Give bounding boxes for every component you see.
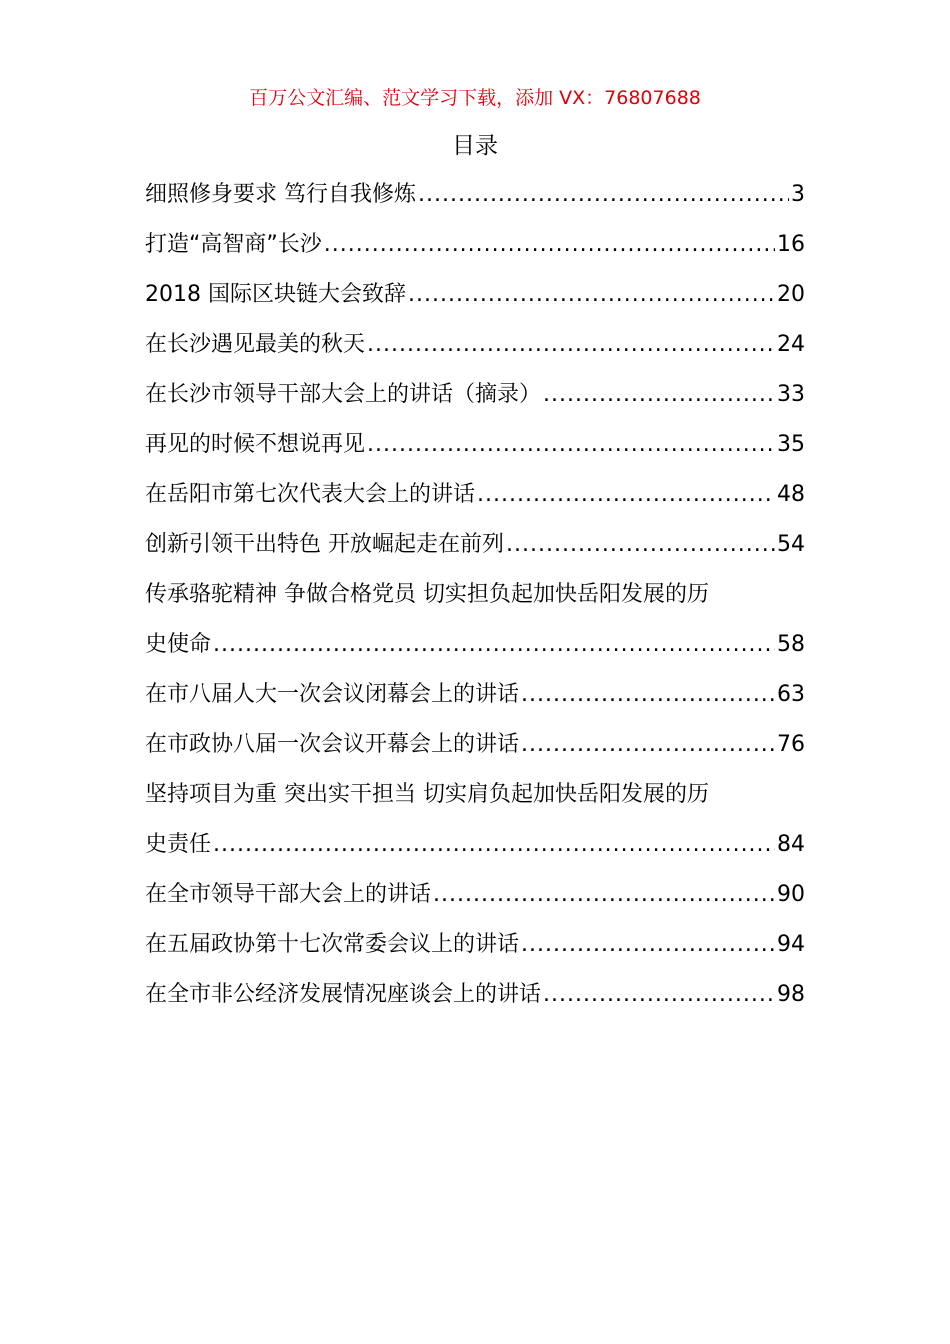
toc-entry-wrapped-line[interactable] xyxy=(145,770,805,820)
toc-entry[interactable] xyxy=(145,670,805,720)
toc-dot-leader xyxy=(477,470,775,520)
toc-entry-wrapped-line[interactable] xyxy=(145,570,805,620)
toc-entry-title: 在全市非公经济发展情况座谈会上的讲话 xyxy=(145,982,542,1007)
toc-entry[interactable] xyxy=(145,370,805,420)
toc-entry-page: 76 xyxy=(777,732,805,757)
table-of-contents xyxy=(145,170,805,1020)
toc-entry-title: 在岳阳市第七次代表大会上的讲话 xyxy=(145,482,476,507)
toc-entry[interactable] xyxy=(145,620,805,670)
toc-entry-page: 3 xyxy=(791,182,805,207)
toc-entry-title: 在长沙遇见最美的秋天 xyxy=(145,332,366,357)
toc-entry[interactable] xyxy=(145,220,805,270)
toc-dot-leader xyxy=(367,420,775,470)
toc-dot-leader xyxy=(367,320,775,370)
toc-dot-leader xyxy=(408,270,775,320)
toc-entry-title-line1: 坚持项目为重 突出实干担当 切实肩负起加快岳阳发展的历 xyxy=(145,782,709,807)
toc-entry-page: 20 xyxy=(777,282,805,307)
toc-entry-title-line2: 史责任 xyxy=(145,832,212,857)
toc-entry-title: 在市八届人大一次会议闭幕会上的讲话 xyxy=(145,682,520,707)
toc-entry[interactable] xyxy=(145,920,805,970)
header-banner-text: 百万公文汇编、范文学习下载，添加 VX：76807688 xyxy=(249,87,701,109)
toc-entry-title: 细照修身要求 笃行自我修炼 xyxy=(145,182,416,207)
toc-entry[interactable] xyxy=(145,520,805,570)
toc-entry[interactable] xyxy=(145,970,805,1020)
toc-entry[interactable] xyxy=(145,470,805,520)
header-banner xyxy=(0,84,950,112)
toc-dot-leader xyxy=(521,670,775,720)
toc-entry[interactable] xyxy=(145,270,805,320)
toc-dot-leader xyxy=(324,220,775,270)
toc-entry-page: 98 xyxy=(777,982,805,1007)
toc-entry-page: 24 xyxy=(777,332,805,357)
toc-entry[interactable] xyxy=(145,320,805,370)
toc-dot-leader xyxy=(543,970,775,1020)
toc-dot-leader xyxy=(213,620,775,670)
toc-entry-page: 16 xyxy=(777,232,805,257)
toc-entry-title: 打造“高智商”长沙 xyxy=(145,232,322,257)
toc-entry-page: 54 xyxy=(777,532,805,557)
toc-title: 目录 xyxy=(452,133,498,159)
toc-dot-leader xyxy=(506,520,775,570)
toc-entry-page: 35 xyxy=(777,432,805,457)
toc-entry-title-line2: 史使命 xyxy=(145,632,212,657)
toc-entry-page: 90 xyxy=(777,882,805,907)
toc-entry[interactable] xyxy=(145,820,805,870)
toc-entry[interactable] xyxy=(145,170,805,220)
toc-entry[interactable] xyxy=(145,720,805,770)
toc-entry[interactable] xyxy=(145,870,805,920)
toc-entry-title: 创新引领干出特色 开放崛起走在前列 xyxy=(145,532,504,557)
toc-entry-title: 在五届政协第十七次常委会议上的讲话 xyxy=(145,932,520,957)
toc-dot-leader xyxy=(213,820,775,870)
toc-entry-title: 再见的时候不想说再见 xyxy=(145,432,366,457)
toc-entry-title: 在全市领导干部大会上的讲话 xyxy=(145,882,432,907)
toc-dot-leader xyxy=(433,870,775,920)
toc-dot-leader xyxy=(521,720,775,770)
toc-entry-page: 84 xyxy=(777,832,805,857)
toc-entry-title: 在长沙市领导干部大会上的讲话（摘录） xyxy=(145,382,542,407)
toc-entry-title: 在市政协八届一次会议开幕会上的讲话 xyxy=(145,732,520,757)
toc-entry-page: 94 xyxy=(777,932,805,957)
toc-entry-page: 33 xyxy=(777,382,805,407)
toc-entry-page: 58 xyxy=(777,632,805,657)
toc-entry-page: 48 xyxy=(777,482,805,507)
toc-entry-title: 2018 国际区块链大会致辞 xyxy=(145,282,406,307)
toc-dot-leader xyxy=(543,370,775,420)
toc-entry[interactable] xyxy=(145,420,805,470)
toc-dot-leader xyxy=(521,920,775,970)
toc-dot-leader xyxy=(418,170,789,220)
toc-entry-title-line1: 传承骆驼精神 争做合格党员 切实担负起加快岳阳发展的历 xyxy=(145,582,709,607)
toc-entry-page: 63 xyxy=(777,682,805,707)
